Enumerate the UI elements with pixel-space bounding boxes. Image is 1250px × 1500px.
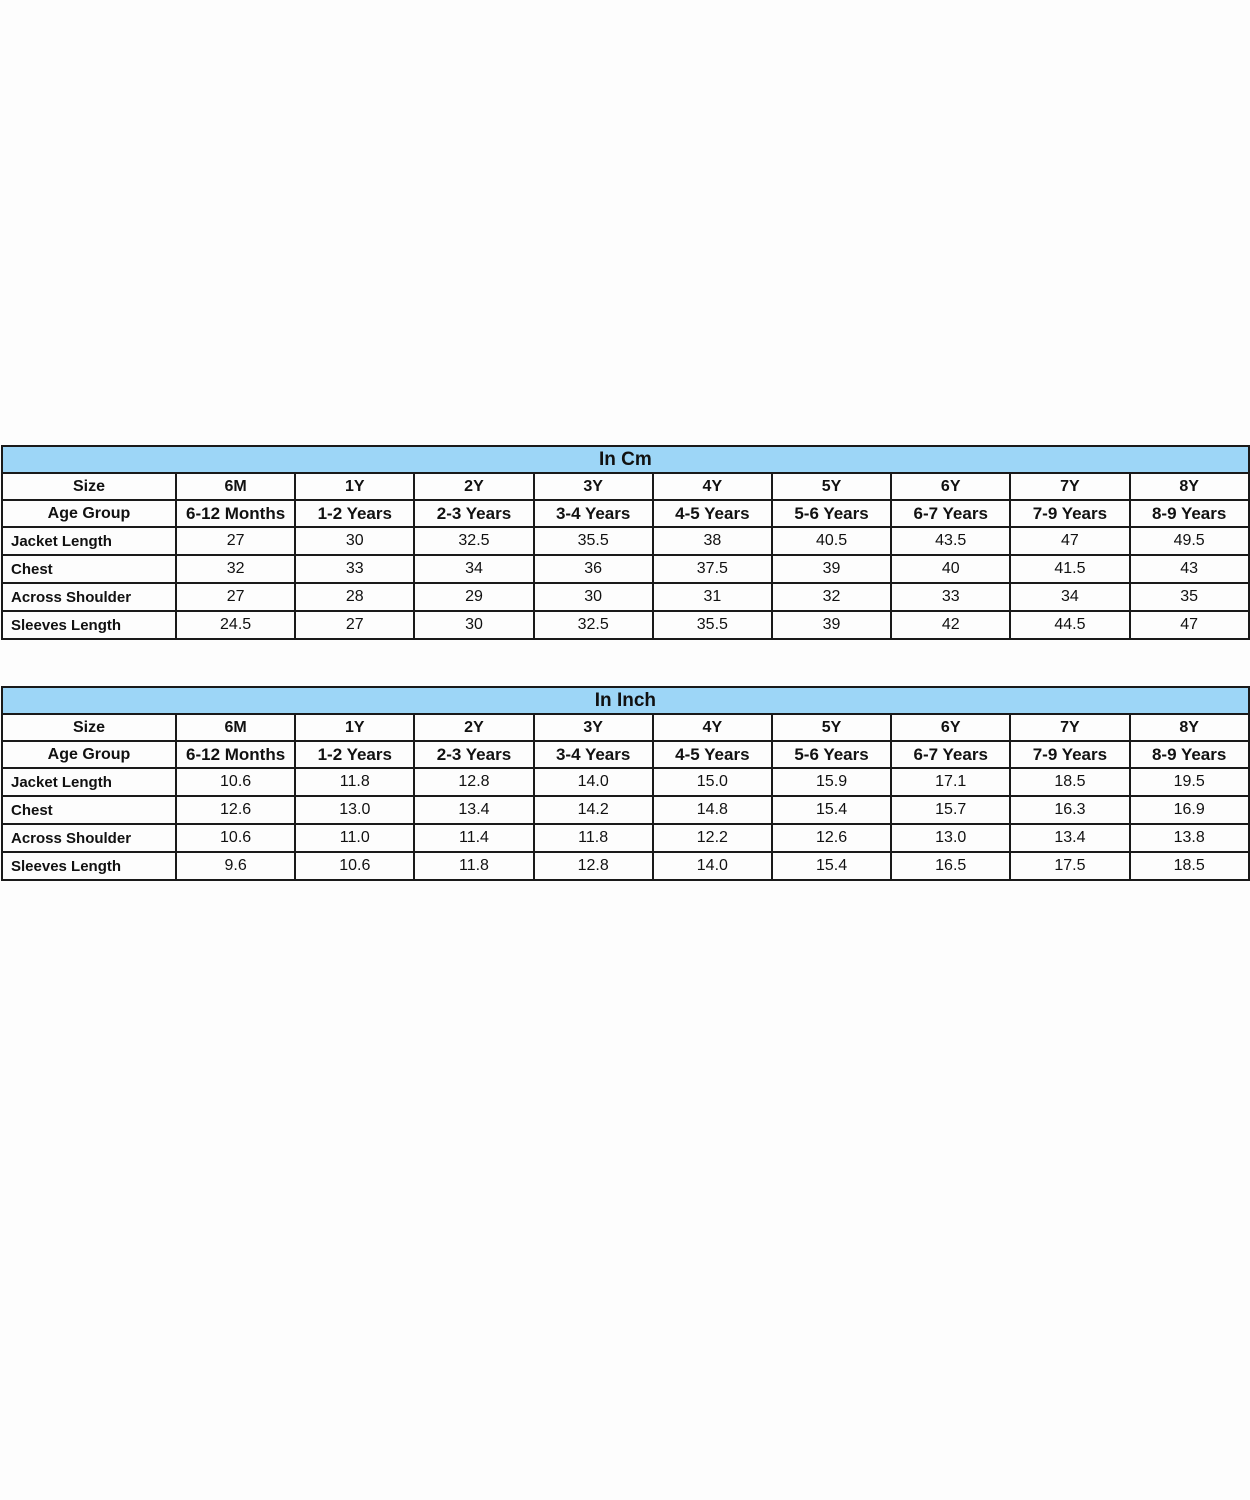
age-group-cell: 8-9 Years xyxy=(1130,500,1249,527)
measurement-value: 38 xyxy=(653,527,772,555)
measurement-value: 32.5 xyxy=(414,527,533,555)
measurement-value: 12.6 xyxy=(176,796,295,824)
age-group-row xyxy=(2,741,1249,768)
measurement-value: 30 xyxy=(534,583,653,611)
size-header-row xyxy=(2,473,1249,500)
age-group-cell: 4-5 Years xyxy=(653,500,772,527)
table-title-row xyxy=(2,446,1249,473)
measurement-value: 33 xyxy=(891,583,1010,611)
measurement-value: 15.0 xyxy=(653,768,772,796)
measurement-value: 37.5 xyxy=(653,555,772,583)
measurement-value: 39 xyxy=(772,555,891,583)
age-group-cell: 6-7 Years xyxy=(891,741,1010,768)
measurement-value: 49.5 xyxy=(1130,527,1249,555)
measurement-value: 16.5 xyxy=(891,852,1010,880)
measurement-row xyxy=(2,555,1249,583)
table-title-row xyxy=(2,687,1249,714)
measurement-value: 47 xyxy=(1010,527,1129,555)
measurement-value: 19.5 xyxy=(1130,768,1249,796)
measurement-row xyxy=(2,583,1249,611)
size-row-label: Size xyxy=(2,473,176,500)
measurement-value: 13.4 xyxy=(414,796,533,824)
measurement-value: 17.1 xyxy=(891,768,1010,796)
age-group-cell: 5-6 Years xyxy=(772,500,891,527)
age-group-cell: 7-9 Years xyxy=(1010,500,1129,527)
age-group-cell: 2-3 Years xyxy=(414,500,533,527)
measurement-value: 36 xyxy=(534,555,653,583)
measurement-value: 10.6 xyxy=(176,824,295,852)
measurement-value: 35.5 xyxy=(653,611,772,639)
age-group-cell: 7-9 Years xyxy=(1010,741,1129,768)
size-cell: 6M xyxy=(176,714,295,741)
measurement-value: 31 xyxy=(653,583,772,611)
measurement-label: Chest xyxy=(2,796,176,824)
measurement-row xyxy=(2,768,1249,796)
age-group-cell: 3-4 Years xyxy=(534,741,653,768)
age-group-cell: 6-12 Months xyxy=(176,741,295,768)
size-cell: 5Y xyxy=(772,714,891,741)
measurement-value: 14.8 xyxy=(653,796,772,824)
measurement-value: 18.5 xyxy=(1130,852,1249,880)
measurement-value: 11.8 xyxy=(534,824,653,852)
measurement-row xyxy=(2,824,1249,852)
size-cell: 1Y xyxy=(295,714,414,741)
measurement-row xyxy=(2,527,1249,555)
measurement-row xyxy=(2,611,1249,639)
measurement-label: Across Shoulder xyxy=(2,824,176,852)
measurement-label: Jacket Length xyxy=(2,527,176,555)
age-group-label: Age Group xyxy=(2,741,176,768)
age-group-label: Age Group xyxy=(2,500,176,527)
measurement-value: 15.4 xyxy=(772,852,891,880)
measurement-value: 16.9 xyxy=(1130,796,1249,824)
measurement-value: 34 xyxy=(414,555,533,583)
measurement-value: 44.5 xyxy=(1010,611,1129,639)
table-title: In Inch xyxy=(2,687,1249,714)
measurement-row xyxy=(2,796,1249,824)
measurement-value: 15.4 xyxy=(772,796,891,824)
measurement-value: 16.3 xyxy=(1010,796,1129,824)
measurement-value: 35 xyxy=(1130,583,1249,611)
age-group-cell: 5-6 Years xyxy=(772,741,891,768)
measurement-value: 43.5 xyxy=(891,527,1010,555)
measurement-value: 40.5 xyxy=(772,527,891,555)
age-group-cell: 6-12 Months xyxy=(176,500,295,527)
measurement-value: 10.6 xyxy=(295,852,414,880)
age-group-cell: 2-3 Years xyxy=(414,741,533,768)
measurement-value: 29 xyxy=(414,583,533,611)
size-header-row xyxy=(2,714,1249,741)
age-group-cell: 6-7 Years xyxy=(891,500,1010,527)
measurement-value: 30 xyxy=(295,527,414,555)
measurement-value: 13.8 xyxy=(1130,824,1249,852)
size-cell: 5Y xyxy=(772,473,891,500)
size-cell: 8Y xyxy=(1130,473,1249,500)
measurement-value: 9.6 xyxy=(176,852,295,880)
size-cell: 4Y xyxy=(653,473,772,500)
measurement-value: 27 xyxy=(295,611,414,639)
age-group-row xyxy=(2,500,1249,527)
measurement-value: 28 xyxy=(295,583,414,611)
measurement-label: Sleeves Length xyxy=(2,852,176,880)
measurement-value: 41.5 xyxy=(1010,555,1129,583)
size-cell: 3Y xyxy=(534,714,653,741)
measurement-value: 17.5 xyxy=(1010,852,1129,880)
size-cell: 2Y xyxy=(414,714,533,741)
measurement-value: 10.6 xyxy=(176,768,295,796)
measurement-value: 42 xyxy=(891,611,1010,639)
measurement-label: Across Shoulder xyxy=(2,583,176,611)
measurement-value: 47 xyxy=(1130,611,1249,639)
measurement-value: 34 xyxy=(1010,583,1129,611)
size-cell: 7Y xyxy=(1010,473,1129,500)
measurement-value: 13.0 xyxy=(891,824,1010,852)
measurement-value: 11.8 xyxy=(295,768,414,796)
age-group-cell: 3-4 Years xyxy=(534,500,653,527)
measurement-value: 32.5 xyxy=(534,611,653,639)
measurement-value: 43 xyxy=(1130,555,1249,583)
measurement-value: 14.2 xyxy=(534,796,653,824)
measurement-value: 30 xyxy=(414,611,533,639)
measurement-value: 12.8 xyxy=(414,768,533,796)
measurement-value: 15.9 xyxy=(772,768,891,796)
size-cell: 4Y xyxy=(653,714,772,741)
measurement-value: 14.0 xyxy=(653,852,772,880)
measurement-value: 12.8 xyxy=(534,852,653,880)
age-group-cell: 1-2 Years xyxy=(295,741,414,768)
measurement-value: 33 xyxy=(295,555,414,583)
measurement-value: 12.2 xyxy=(653,824,772,852)
size-cell: 7Y xyxy=(1010,714,1129,741)
size-cell: 8Y xyxy=(1130,714,1249,741)
age-group-cell: 1-2 Years xyxy=(295,500,414,527)
measurement-label: Sleeves Length xyxy=(2,611,176,639)
measurement-value: 27 xyxy=(176,527,295,555)
size-cell: 2Y xyxy=(414,473,533,500)
size-cell: 1Y xyxy=(295,473,414,500)
age-group-cell: 8-9 Years xyxy=(1130,741,1249,768)
table-title: In Cm xyxy=(2,446,1249,473)
measurement-value: 13.0 xyxy=(295,796,414,824)
size-cell: 6Y xyxy=(891,473,1010,500)
measurement-value: 32 xyxy=(176,555,295,583)
measurement-label: Jacket Length xyxy=(2,768,176,796)
measurement-value: 12.6 xyxy=(772,824,891,852)
size-row-label: Size xyxy=(2,714,176,741)
measurement-label: Chest xyxy=(2,555,176,583)
measurement-value: 32 xyxy=(772,583,891,611)
measurement-value: 24.5 xyxy=(176,611,295,639)
size-cell: 3Y xyxy=(534,473,653,500)
size-cell: 6Y xyxy=(891,714,1010,741)
age-group-cell: 4-5 Years xyxy=(653,741,772,768)
measurement-value: 39 xyxy=(772,611,891,639)
measurement-value: 18.5 xyxy=(1010,768,1129,796)
measurement-value: 13.4 xyxy=(1010,824,1129,852)
size-chart-inch-table xyxy=(1,686,1250,881)
measurement-value: 15.7 xyxy=(891,796,1010,824)
measurement-row xyxy=(2,852,1249,880)
measurement-value: 11.8 xyxy=(414,852,533,880)
measurement-value: 11.0 xyxy=(295,824,414,852)
size-cell: 6M xyxy=(176,473,295,500)
measurement-value: 27 xyxy=(176,583,295,611)
measurement-value: 14.0 xyxy=(534,768,653,796)
size-chart-cm-table xyxy=(1,445,1250,640)
measurement-value: 11.4 xyxy=(414,824,533,852)
measurement-value: 35.5 xyxy=(534,527,653,555)
measurement-value: 40 xyxy=(891,555,1010,583)
